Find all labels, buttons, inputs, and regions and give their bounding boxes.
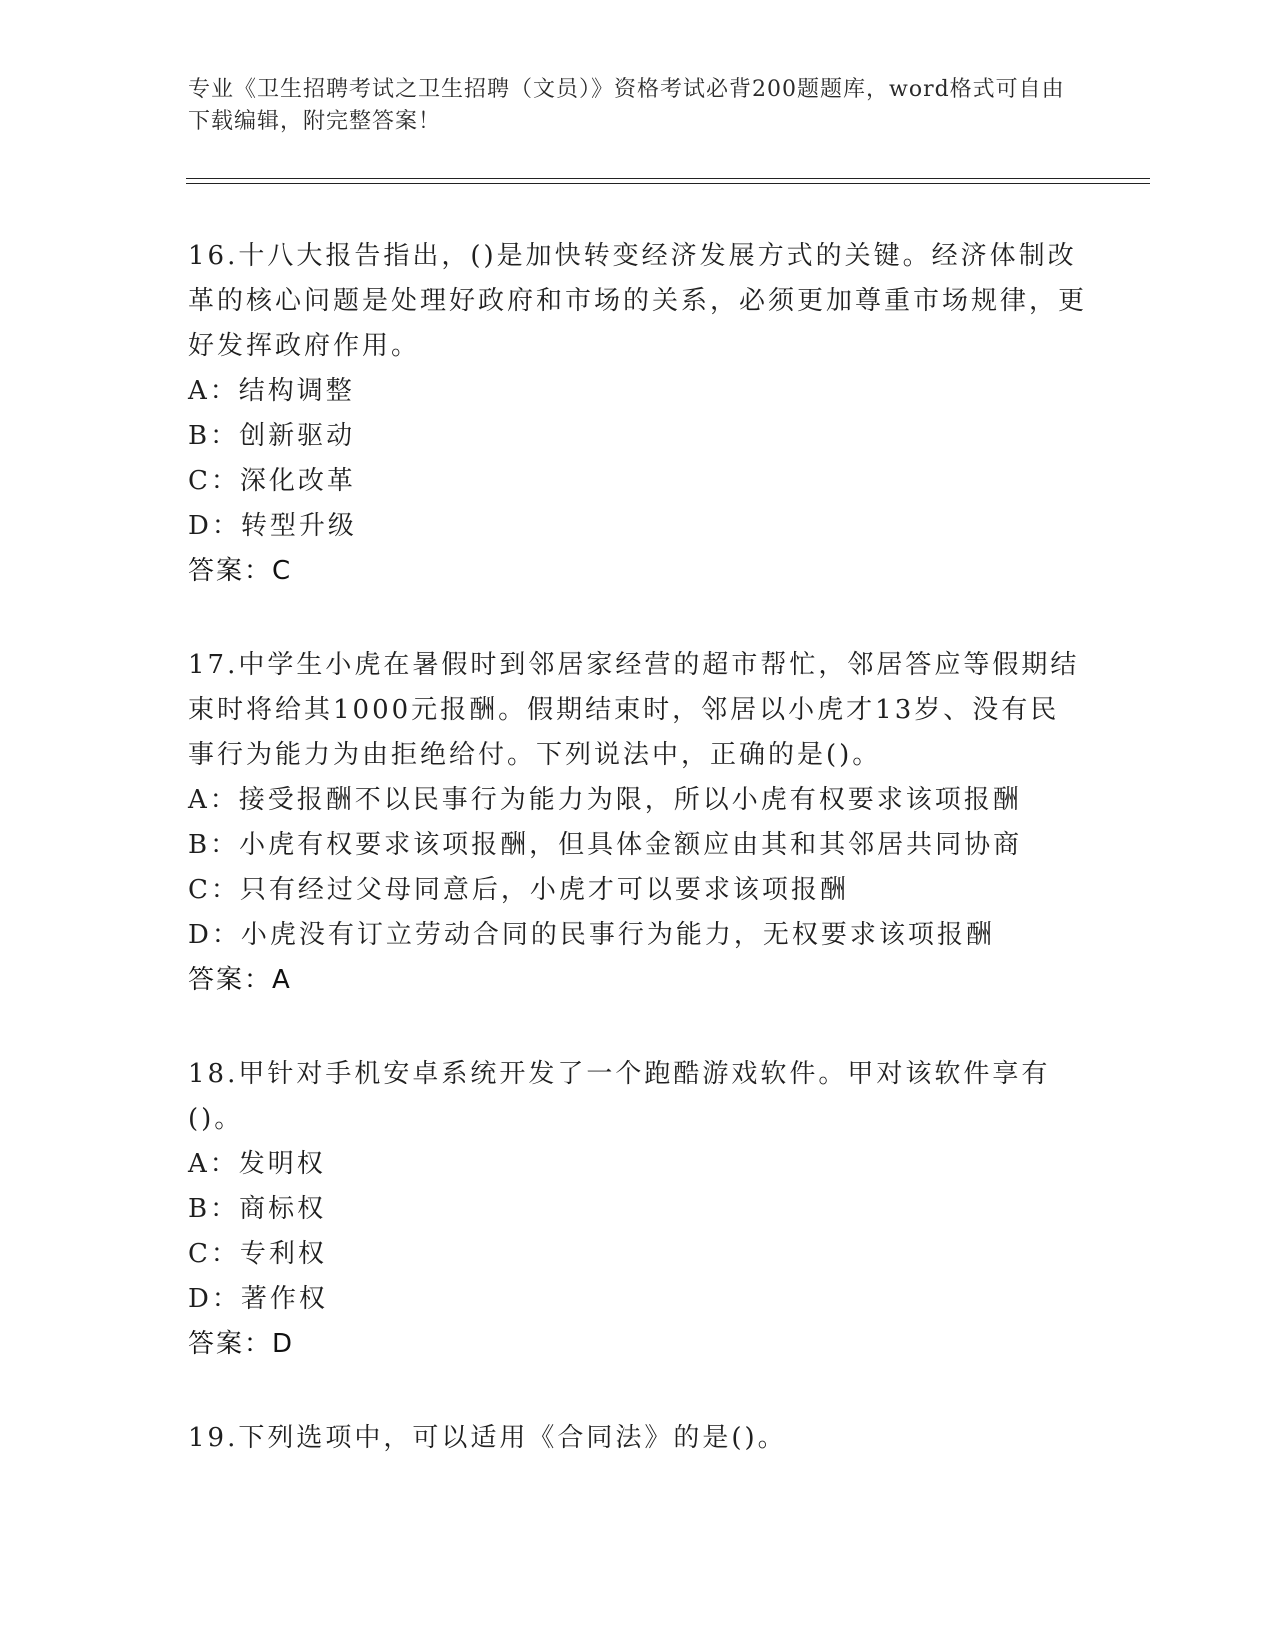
option-a: A：接受报酬不以民事行为能力为限，所以小虎有权要求该项报酬 bbox=[188, 785, 1022, 815]
document-header: 专业《卫生招聘考试之卫生招聘（文员）》资格考试必背200题题库，word格式可自由下载编辑，附完整答案！ bbox=[188, 77, 1065, 134]
question-16 bbox=[188, 234, 1088, 594]
question-stem: 17.中学生小虎在暑假时到邻居家经营的超市帮忙，邻居答应等假期结束时将给其1000元报酬。假期结束时，邻居以小虎才13岁、没有民事行为能力为由拒绝给付。下列说法中，正确的是()。 bbox=[188, 650, 1080, 770]
option-b: B：创新驱动 bbox=[188, 421, 356, 451]
header-divider-bottom bbox=[186, 183, 1150, 184]
option-d: D：小虎没有订立劳动合同的民事行为能力，无权要求该项报酬 bbox=[188, 920, 995, 950]
option-a: A：发明权 bbox=[188, 1149, 326, 1179]
option-d: D：转型升级 bbox=[188, 511, 357, 541]
option-a: A：结构调整 bbox=[188, 376, 355, 406]
header-divider-top bbox=[186, 178, 1150, 179]
answer: 答案：A bbox=[188, 965, 292, 995]
option-b: B：商标权 bbox=[188, 1194, 327, 1224]
question-stem: 16.十八大报告指出，()是加快转变经济发展方式的关键。经济体制改革的核心问题是处理好政府和市场的关系，必须更加尊重市场规律，更好发挥政府作用。 bbox=[188, 241, 1088, 361]
option-d: D：著作权 bbox=[188, 1284, 328, 1314]
question-stem: 19.下列选项中，可以适用《合同法》的是()。 bbox=[188, 1423, 787, 1453]
question-18 bbox=[188, 1052, 1088, 1367]
question-stem: 18.甲针对手机安卓系统开发了一个跑酷游戏软件。甲对该软件享有()。 bbox=[188, 1059, 1051, 1134]
option-c: C：深化改革 bbox=[188, 466, 356, 496]
option-c: C：专利权 bbox=[188, 1239, 327, 1269]
answer: 答案：C bbox=[188, 556, 293, 586]
answer: 答案：D bbox=[188, 1329, 295, 1359]
question-19 bbox=[188, 1416, 1088, 1461]
option-b: B：小虎有权要求该项报酬，但具体金额应由其和其邻居共同协商 bbox=[188, 830, 1023, 860]
option-c: C：只有经过父母同意后，小虎才可以要求该项报酬 bbox=[188, 875, 849, 905]
question-17 bbox=[188, 643, 1088, 1003]
